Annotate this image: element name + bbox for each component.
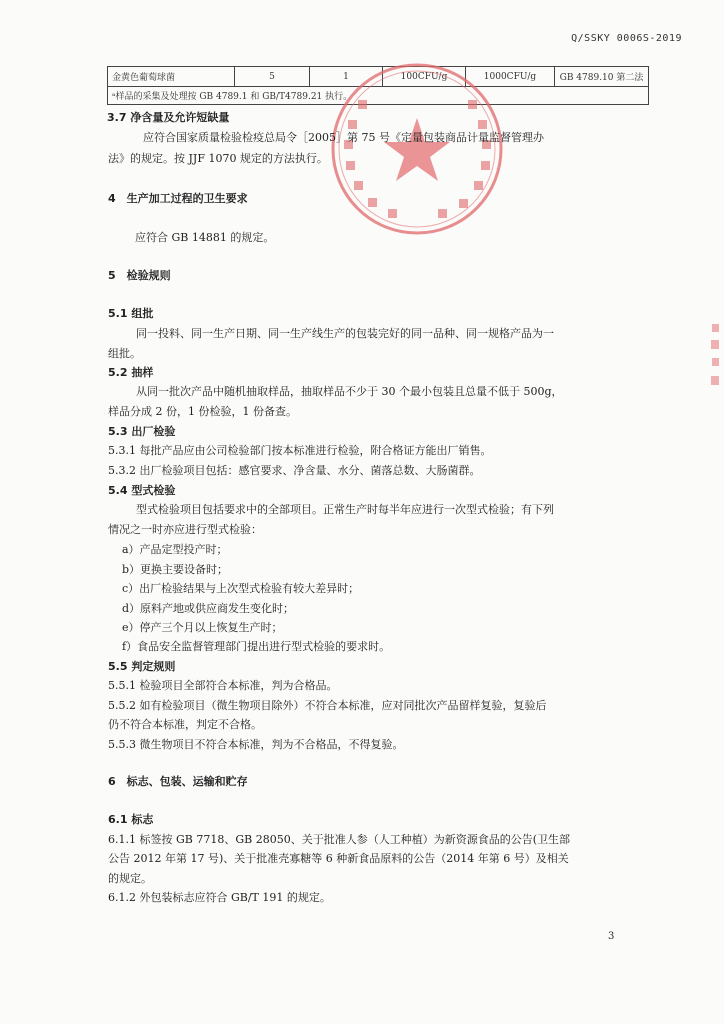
table-cell: 金黄色葡萄球菌 [108,67,235,87]
red-seal-stamp-icon [328,60,506,238]
paragraph-line: 法》的规定。按 JJF 1070 规定的方法执行。 [108,152,328,165]
table-cell: 1 [310,67,383,87]
table-cell: 5 [235,67,310,87]
paragraph-line: 仍不符合本标准，判定不合格。 [108,718,262,731]
paragraph-line: 6.1.1 标签按 GB 7718、GB 28050、关于批准人参（人工种植）为新资源食品的公告(卫生部 [108,833,570,846]
paragraph-line: 组批。 [108,347,141,360]
section-5-3-title: 5.3 出厂检验 [108,425,176,438]
list-item: e）停产三个月以上恢复生产时； [122,621,283,634]
paragraph-line: 的规定。 [108,872,152,885]
paragraph-line: 5.5.3 微生物项目不符合本标准，判为不合格品，不得复验。 [108,738,404,751]
paragraph-line: 应符合 GB 14881 的规定。 [135,231,275,244]
paragraph-line: 5.3.2 出厂检验项目包括：感官要求、净含量、水分、菌落总数、大肠菌群。 [108,464,481,477]
section-5-title: 5 检验规则 [108,269,171,282]
list-item: f）食品安全监督管理部门提出进行型式检验的要求时。 [122,640,391,653]
list-item: d）原料产地或供应商发生变化时； [122,602,295,615]
table-cell: GB 4789.10 第二法 [555,67,649,87]
table-cell: 100CFU/g [383,67,466,87]
list-item: c）出厂检验结果与上次型式检验有较大差异时； [122,582,360,595]
paragraph-line: 5.5.1 检验项目全部符合本标准，判为合格品。 [108,679,338,692]
red-edge-seal-fragment-icon [708,320,724,400]
section-5-1-title: 5.1 组批 [108,307,154,320]
paragraph-line: 5.5.2 如有检验项目（微生物项目除外）不符合本标准，应对同批次产品留样复验，复验后 [108,699,547,712]
paragraph-line: 6.1.2 外包装标志应符合 GB/T 191 的规定。 [108,891,331,904]
table-note: ᵃ样品的采集及处理按 GB 4789.1 和 GB/T4789.21 执行。 [108,87,649,105]
paragraph-line: 5.3.1 每批产品应由公司检验部门按本标准进行检验，附合格证方能出厂销售。 [108,444,492,457]
paragraph-line: 型式检验项目包括要求中的全部项目。正常生产时每半年应进行一次型式检验；有下列 [136,503,554,516]
list-item: a）产品定型投产时； [122,543,228,556]
section-5-5-title: 5.5 判定规则 [108,660,176,673]
section-5-4-title: 5.4 型式检验 [108,484,176,497]
section-6-title: 6 标志、包装、运输和贮存 [108,775,248,788]
table-cell: 1000CFU/g [466,67,555,87]
paragraph-line: 情况之一时亦应进行型式检验： [108,523,262,536]
paragraph-line: 公告 2012 年第 17 号)、关于批准壳寡糖等 6 种新食品原料的公告（2014 年第 6 号）及相关 [108,852,569,865]
section-4-title: 4 生产加工过程的卫生要求 [108,192,248,205]
paragraph-line: 同一投料、同一生产日期、同一生产线生产的包装完好的同一品种、同一规格产品为一 [136,327,554,340]
document-code: Q/SSKY 0006S-2019 [571,33,682,44]
paragraph-line: 从同一批次产品中随机抽取样品，抽取样品不少于 30 个最小包装且总量不低于 500g， [136,385,563,398]
section-3-7-title: 3.7 净含量及允许短缺量 [107,111,230,124]
list-item: b）更换主要设备时； [122,563,229,576]
section-5-2-title: 5.2 抽样 [108,366,154,379]
paragraph-line: 样品分成 2 份，1 份检验，1 份备查。 [108,405,297,418]
page-number: 3 [608,931,615,942]
paragraph-line: 应符合国家质量检验检疫总局令［2005］第 75 号《定量包装商品计量监督管理办 [143,131,544,144]
section-6-1-title: 6.1 标志 [108,813,154,826]
